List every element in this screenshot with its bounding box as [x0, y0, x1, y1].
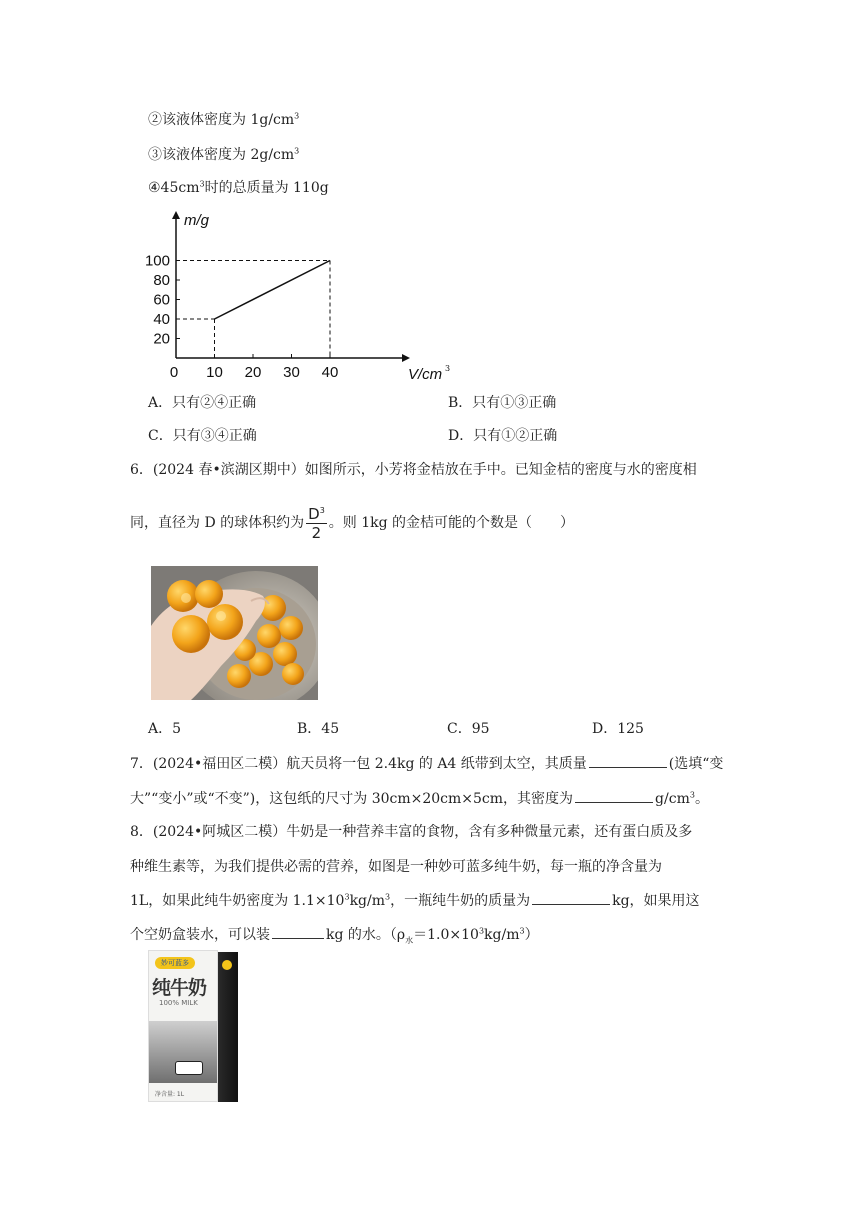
x-tick-label: 10	[206, 364, 223, 381]
x-tick-label: 40	[321, 364, 339, 381]
q5-option-d[interactable]: D．只有①②正确	[448, 428, 558, 444]
y-tick-label: 100	[144, 252, 170, 270]
q7-line-2: 大”“变小”或“不变”)，这包纸的尺寸为 30cm×20cm×5cm，其密度为 $g/cm^3$。	[130, 788, 709, 809]
q5-option-c[interactable]: C．只有③④正确	[148, 428, 257, 444]
statement-2: ②该液体密度为 $1g/cm^3$	[148, 111, 300, 128]
statement-4: $④45cm^3$时的总质量为 110g	[148, 179, 329, 196]
brand-logo: 妙可蓝多	[155, 957, 195, 969]
q6-option-b[interactable]: B．45	[297, 721, 340, 737]
q6-option-a[interactable]: A．5	[148, 721, 182, 737]
q8-line-1: 8．(2024•阿城区二模）牛奶是一种营养丰富的食物，含有多种微量元素，还有蛋白质及多	[130, 824, 693, 840]
q8-line-2: 种维生素等，为我们提供必需的营养，如图是一种妙可蓝多纯牛奶，每一瓶的净含量为	[130, 859, 662, 875]
q7-blank-density[interactable]	[575, 788, 653, 803]
x-tick-label: 20	[244, 364, 262, 381]
y-tick-label: 60	[153, 291, 170, 309]
carton-title: 纯牛奶	[152, 977, 207, 999]
q6-line-2: 同，直径为 D 的球体积约为 $\frac{D^3}{2}$ 。则 1kg 的金桔可能的个数是（ ）	[130, 504, 575, 542]
y-axis-arrow	[172, 211, 180, 219]
milk-carton-image	[148, 950, 240, 1102]
q8-line-4: 个空奶盒装水，可以装 kg 的水。$(\rho_水=1.0\times 10^3kg/m^3)$	[130, 924, 539, 945]
data-line	[215, 261, 331, 320]
milk-carton-front	[148, 950, 218, 1102]
q7-blank-mass[interactable]	[589, 753, 667, 768]
q7-line-1: 7．(2024•福田区二模）航天员将一包 2.4kg 的 A4 纸带到太空，其质量 (选填“变	[130, 753, 723, 774]
q6-option-c[interactable]: C．95	[447, 721, 490, 737]
x-axis-arrow	[402, 354, 410, 362]
y-tick-label: 40	[153, 311, 170, 328]
q8-line-3: 1L，如果此纯牛奶密度为 $1.1\times 10^3kg/m^3$，一瓶纯牛奶的质量为 kg，如果用这	[130, 890, 700, 911]
y-tick-label: 80	[153, 272, 170, 289]
cow-illustration	[175, 1061, 203, 1075]
q8-blank-milk-mass[interactable]	[532, 890, 610, 905]
q5-option-a[interactable]: A．只有②④正确	[148, 395, 257, 411]
mass-volume-chart	[140, 205, 460, 385]
x-axis-label-sup: 3	[445, 364, 451, 373]
q8-blank-water-mass[interactable]	[272, 924, 324, 939]
q6-option-d[interactable]: D．125	[592, 721, 644, 737]
statement-3: ③该液体密度为 $2g/cm^3$	[148, 146, 300, 163]
x-tick-label: 0	[169, 364, 179, 381]
milk-carton-side	[218, 952, 238, 1102]
volume-fraction: $\frac{D^3}{2}$	[308, 504, 325, 542]
y-axis-label: m/g	[184, 212, 210, 229]
q5-option-b[interactable]: B．只有①③正确	[448, 395, 557, 411]
x-tick-label: 30	[283, 364, 300, 381]
carton-subtitle: 100% MILK	[159, 999, 198, 1007]
carton-net-content: 净含量: 1L	[155, 1091, 185, 1098]
y-tick-label: 20	[153, 330, 170, 348]
x-axis-label: V/cm	[408, 366, 443, 383]
kumquat-photo	[151, 566, 318, 700]
q6-line-1: 6．(2024 春•滨湖区期中）如图所示，小芳将金桔放在手中。已知金桔的密度与水的密度相	[130, 462, 697, 478]
